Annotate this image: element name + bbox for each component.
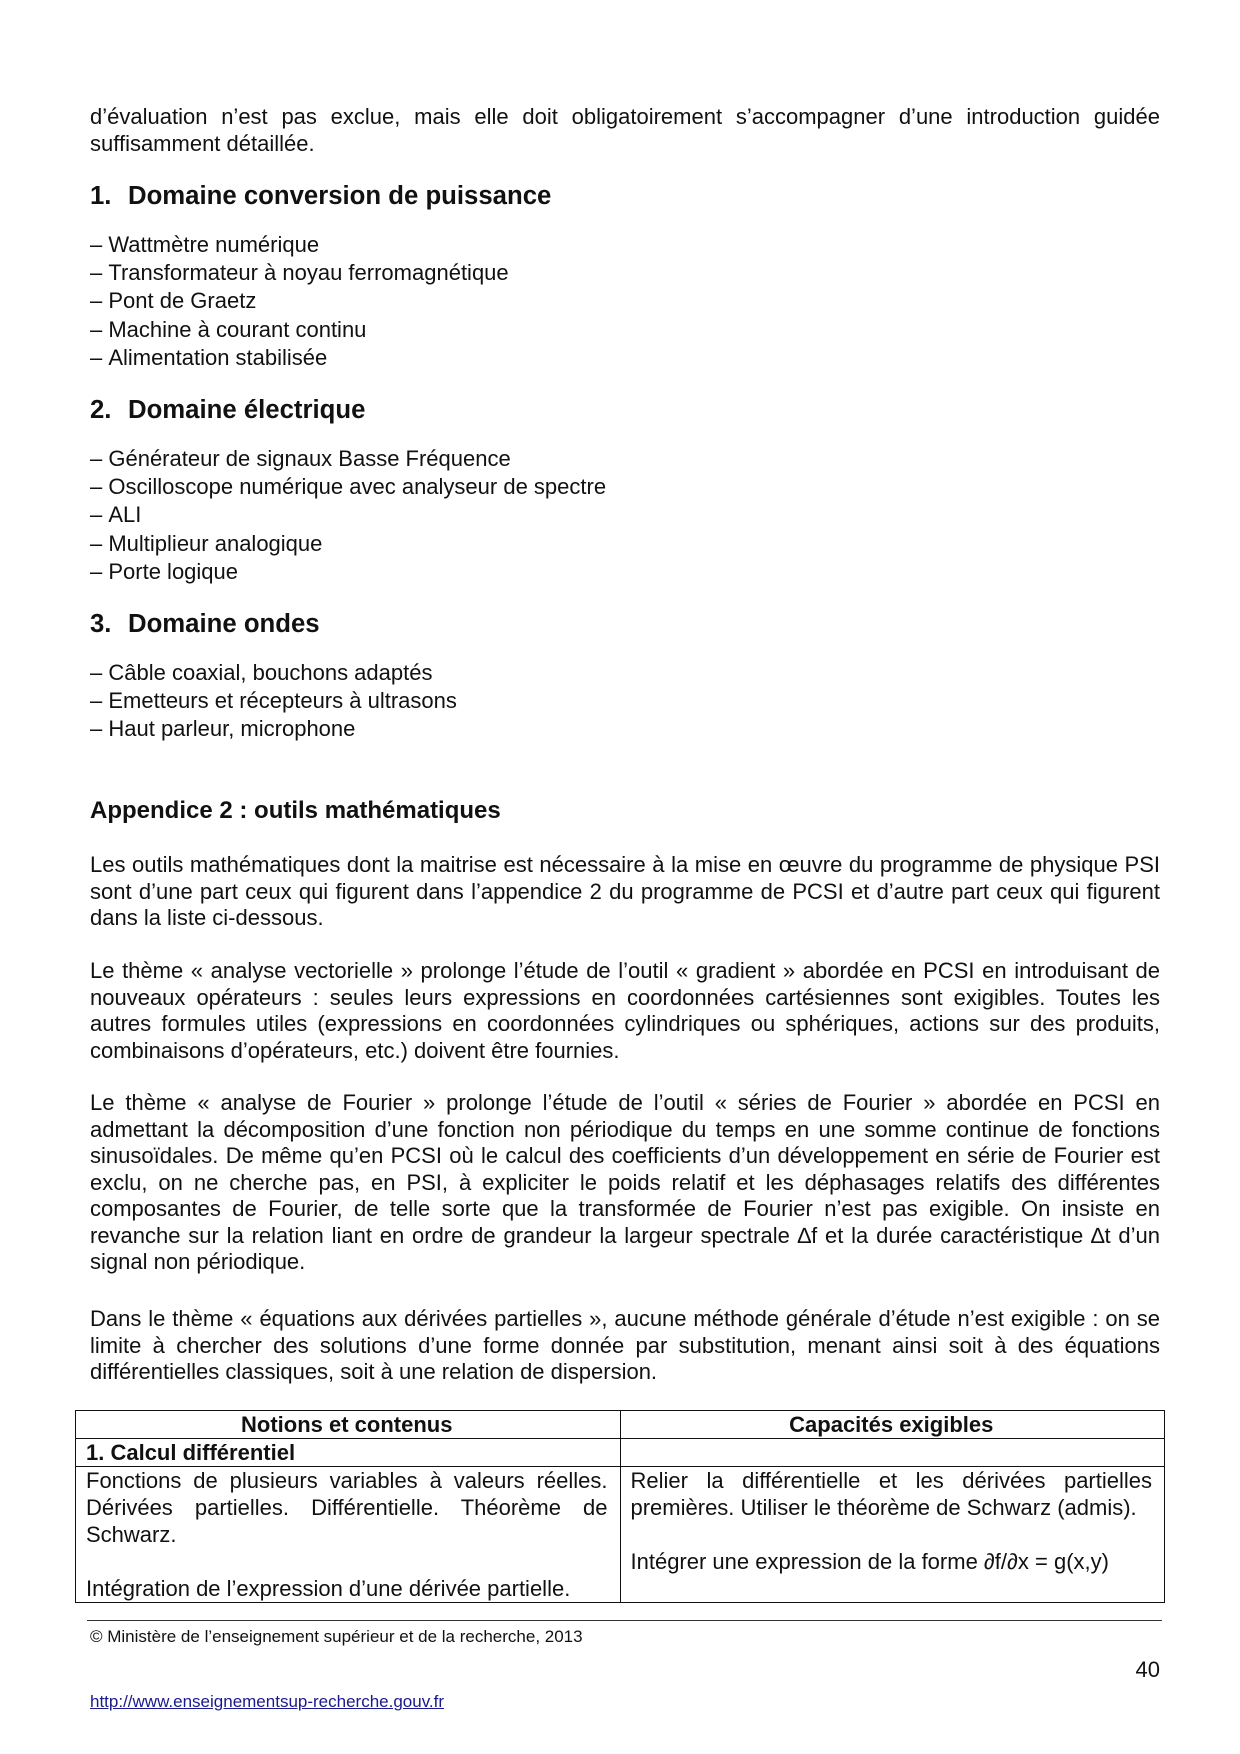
- section-number: 2.: [90, 396, 112, 424]
- list-item: – Transformateur à noyau ferromagnétique: [90, 259, 509, 287]
- list-item: – Pont de Graetz: [90, 287, 509, 315]
- list-item: – Haut parleur, microphone: [90, 715, 457, 743]
- appendix-paragraph: Les outils mathématiques dont la maitrise est nécessaire à la mise en œuvre du programme de physique PSI sont d’une part ceux qui figurent dans l’appendice 2 du programme de PCSI et d’autre part ceux qui figurent dans la liste ci-dessous.: [90, 852, 1160, 930]
- section-heading-ondes: [90, 611, 320, 638]
- list-electrique: [90, 445, 606, 586]
- footer-divider: [87, 1620, 1162, 1621]
- section-number: 3.: [90, 610, 112, 638]
- intro-paragraph: d’évaluation n’est pas exclue, mais elle doit obligatoirement s’accompagner d’une introduction guidée suffisamment détaillée.: [90, 104, 1160, 156]
- list-conversion: [90, 231, 509, 372]
- section-number: 1.: [90, 182, 112, 210]
- footer-url-link[interactable]: http://www.enseignementsup-recherche.gouv.fr: [90, 1692, 445, 1711]
- list-item: – Multiplieur analogique: [90, 530, 606, 558]
- list-item: – Câble coaxial, bouchons adaptés: [90, 659, 457, 687]
- section-title: Domaine électrique: [128, 396, 366, 424]
- list-item: – ALI: [90, 501, 606, 529]
- notion-text: Intégration de l’expression d’une dérivée partielle.: [86, 1576, 571, 1601]
- capacite-text: Relier la différentielle et les dérivées partielles premières. Utiliser le théorème de Schwarz (admis).: [630, 1468, 1152, 1520]
- section-heading-electrique: [90, 397, 365, 424]
- table-empty-cell: [620, 1439, 1165, 1467]
- list-item: – Emetteurs et récepteurs à ultrasons: [90, 687, 457, 715]
- capacite-cell: [620, 1467, 1165, 1603]
- notion-text: Fonctions de plusieurs variables à valeurs réelles. Dérivées partielles. Différentielle. Théorème de Schwarz.: [86, 1468, 608, 1547]
- appendix-paragraph: Le thème « analyse de Fourier » prolonge l’étude de l’outil « séries de Fourier » abordée en PCSI en admettant la décomposition d’une fonction non périodique du temps en une somme continue de fonctions sinusoïdales. De même qu’en PCSI où le calcul des coefficients d’un développement en série de Fourier est exclu, on ne cherche pas, en PSI, à expliciter le poids relatif et les déphasages relatifs des différentes composantes de Fourier, de telle sorte que la transformée de Fourier n’est pas exigible. On insiste en revanche sur la relation liant en ordre de grandeur la largeur spectrale ∆f et la durée caractéristique ∆t d’un signal non périodique.: [90, 1090, 1160, 1274]
- appendix-title: Appendice 2 : outils mathématiques: [90, 797, 501, 824]
- list-item: – Porte logique: [90, 558, 606, 586]
- notions-table: [75, 1410, 1165, 1603]
- section-heading-conversion: [90, 183, 551, 210]
- notion-cell: [76, 1467, 621, 1603]
- table-row: [76, 1467, 1165, 1603]
- page-number: 40: [1135, 1657, 1160, 1682]
- list-item: – Machine à courant continu: [90, 316, 509, 344]
- list-ondes: [90, 659, 457, 744]
- list-item: – Générateur de signaux Basse Fréquence: [90, 445, 606, 473]
- table-section-row: [76, 1439, 1165, 1467]
- appendix-paragraph: Dans le thème « équations aux dérivées partielles », aucune méthode générale d’étude n’est exigible : on se limite à chercher des solutions d’une forme donnée par substitution, menant ainsi soit à des équations différentielles classiques, soit à une relation de dispersion.: [90, 1306, 1160, 1384]
- column-header-notions: Notions et contenus: [76, 1411, 621, 1439]
- table-section-title: 1. Calcul différentiel: [76, 1439, 621, 1467]
- list-item: – Alimentation stabilisée: [90, 344, 509, 372]
- column-header-capacites: Capacités exigibles: [620, 1411, 1165, 1439]
- section-title: Domaine conversion de puissance: [128, 182, 552, 210]
- appendix-paragraph: Le thème « analyse vectorielle » prolonge l’étude de l’outil « gradient » abordée en PCSI en introduisant de nouveaux opérateurs : seules leurs expressions en coordonnées cartésiennes sont exigibles. Toutes les autres formules utiles (expressions en coordonnées cylindriques ou sphériques, actions sur des produits, combinaisons d’opérateurs, etc.) doivent être fournies.: [90, 958, 1160, 1063]
- section-title: Domaine ondes: [128, 610, 320, 638]
- footer-copyright: © Ministère de l’enseignement supérieur et de la recherche, 2013: [90, 1627, 583, 1646]
- list-item: – Wattmètre numérique: [90, 231, 509, 259]
- list-item: – Oscilloscope numérique avec analyseur de spectre: [90, 473, 606, 501]
- table-header-row: [76, 1411, 1165, 1439]
- capacite-text: Intégrer une expression de la forme ∂f/∂x = g(x,y): [630, 1549, 1109, 1574]
